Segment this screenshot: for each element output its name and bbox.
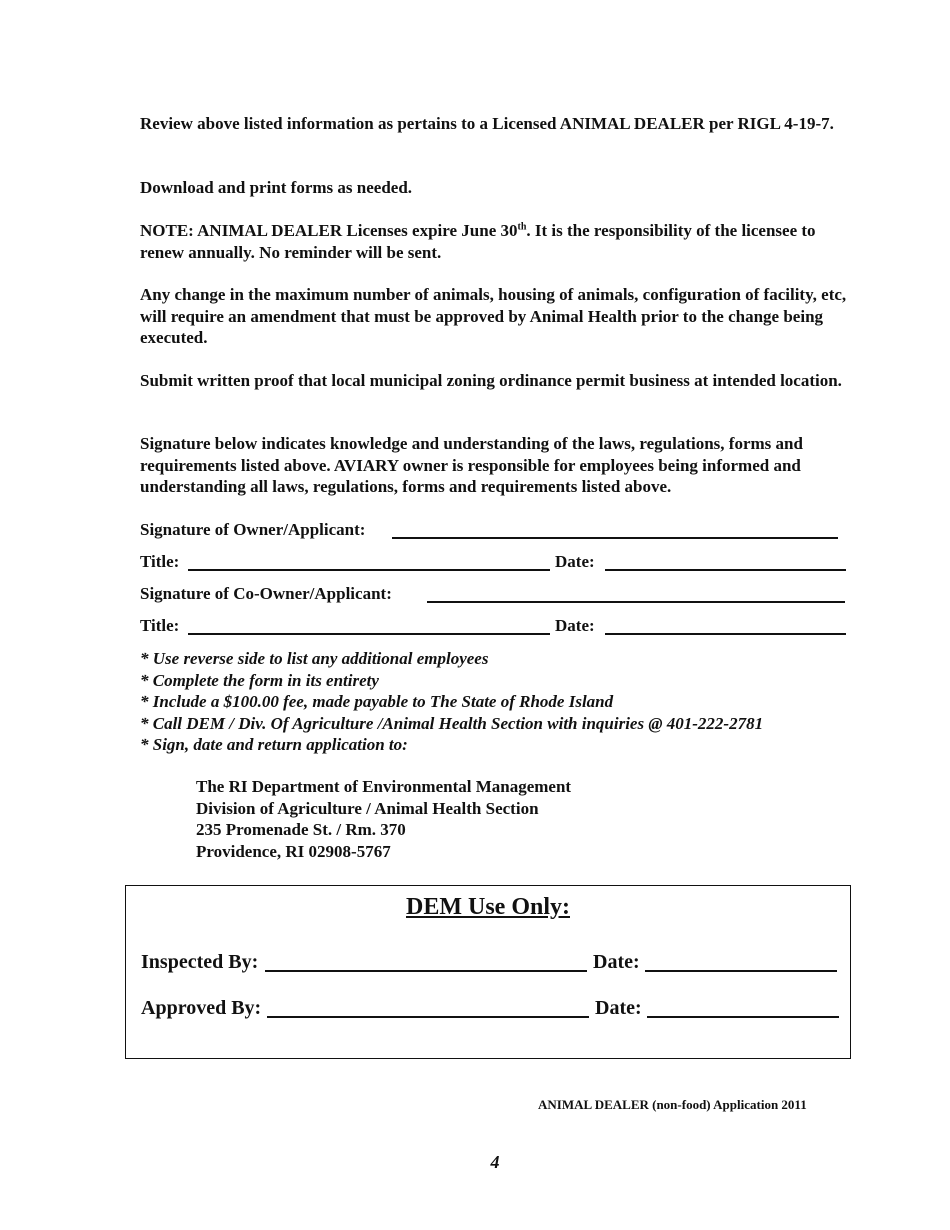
coowner-date-line[interactable] — [605, 633, 846, 635]
form-footer: ANIMAL DEALER (non-food) Application 2011 — [538, 1097, 807, 1112]
instruction-item: * Sign, date and return application to: — [140, 735, 408, 754]
note-text-rest: . It is the responsibility of the licensee to renew annually. No reminder will be sent. — [140, 221, 816, 262]
inspected-by-line[interactable] — [265, 970, 587, 972]
instruction-item: * Use reverse side to list any additional employees — [140, 649, 489, 668]
instructions-list — [140, 648, 852, 756]
coowner-signature-line[interactable] — [427, 601, 845, 603]
coowner-date-label: Date: — [555, 616, 595, 635]
coowner-title-label: Title: — [140, 616, 180, 635]
instruction-item: * Complete the form in its entirety — [140, 670, 379, 690]
owner-title-label: Title: — [140, 552, 180, 571]
owner-signature-line[interactable] — [392, 537, 838, 539]
instruction-item: * Include a $100.00 fee, made payable to The State of Rhode Island — [140, 692, 614, 711]
inspected-by-label: Inspected By: — [141, 951, 259, 973]
address-line: The RI Department of Environmental Management — [196, 777, 572, 796]
owner-date-label: Date: — [555, 552, 595, 571]
zoning-paragraph: Submit written proof that local municipal zoning ordinance permit business at intended location. — [140, 371, 842, 390]
inspected-date-line[interactable] — [645, 970, 837, 972]
dem-use-only-box — [125, 885, 851, 1059]
note-paragraph — [140, 220, 852, 263]
approved-date-label: Date: — [595, 997, 642, 1019]
approved-date-line[interactable] — [647, 1016, 839, 1018]
note-superscript: th — [517, 221, 527, 233]
inspected-by-row — [141, 950, 841, 974]
approved-by-label: Approved By: — [141, 997, 262, 1019]
mailing-address — [196, 776, 571, 862]
address-line: Division of Agriculture / Animal Health Section — [196, 798, 539, 818]
owner-date-line[interactable] — [605, 569, 846, 571]
approved-by-line[interactable] — [267, 1016, 589, 1018]
inspected-date-label: Date: — [593, 951, 640, 973]
address-line: 235 Promenade St. / Rm. 370 — [196, 820, 406, 839]
address-line: Providence, RI 02908-5767 — [196, 841, 391, 861]
owner-title-row — [140, 551, 852, 573]
coowner-signature-label: Signature of Co-Owner/Applicant: — [140, 584, 392, 603]
signature-statement: Signature below indicates knowledge and understanding of the laws, regulations, forms and requirements listed above. AVIARY owner is responsible for employees being informed and understanding all laws, regulations, forms and requirements listed above. — [140, 434, 803, 496]
approved-by-row — [141, 996, 841, 1020]
dem-use-only-title: DEM Use Only: — [406, 894, 570, 920]
download-paragraph: Download and print forms as needed. — [140, 178, 413, 197]
coowner-title-line[interactable] — [188, 633, 550, 635]
instruction-item: * Call DEM / Div. Of Agriculture /Animal Health Section with inquiries @ 401-222-2781 — [140, 713, 764, 733]
page-number: 4 — [490, 1152, 500, 1172]
owner-title-line[interactable] — [188, 569, 550, 571]
review-paragraph: Review above listed information as pertains to a Licensed ANIMAL DEALER per RIGL 4-19-7. — [140, 114, 834, 133]
note-text: NOTE: ANIMAL DEALER Licenses expire June 30 — [140, 221, 518, 240]
amendment-paragraph: Any change in the maximum number of animals, housing of animals, configuration of facility, etc, will require an amendment that must be approved by Animal Health prior to the change being executed. — [140, 285, 847, 347]
owner-signature-label: Signature of Owner/Applicant: — [140, 520, 366, 539]
coowner-signature-row — [140, 583, 852, 605]
owner-signature-row — [140, 519, 852, 541]
coowner-title-row — [140, 615, 852, 637]
